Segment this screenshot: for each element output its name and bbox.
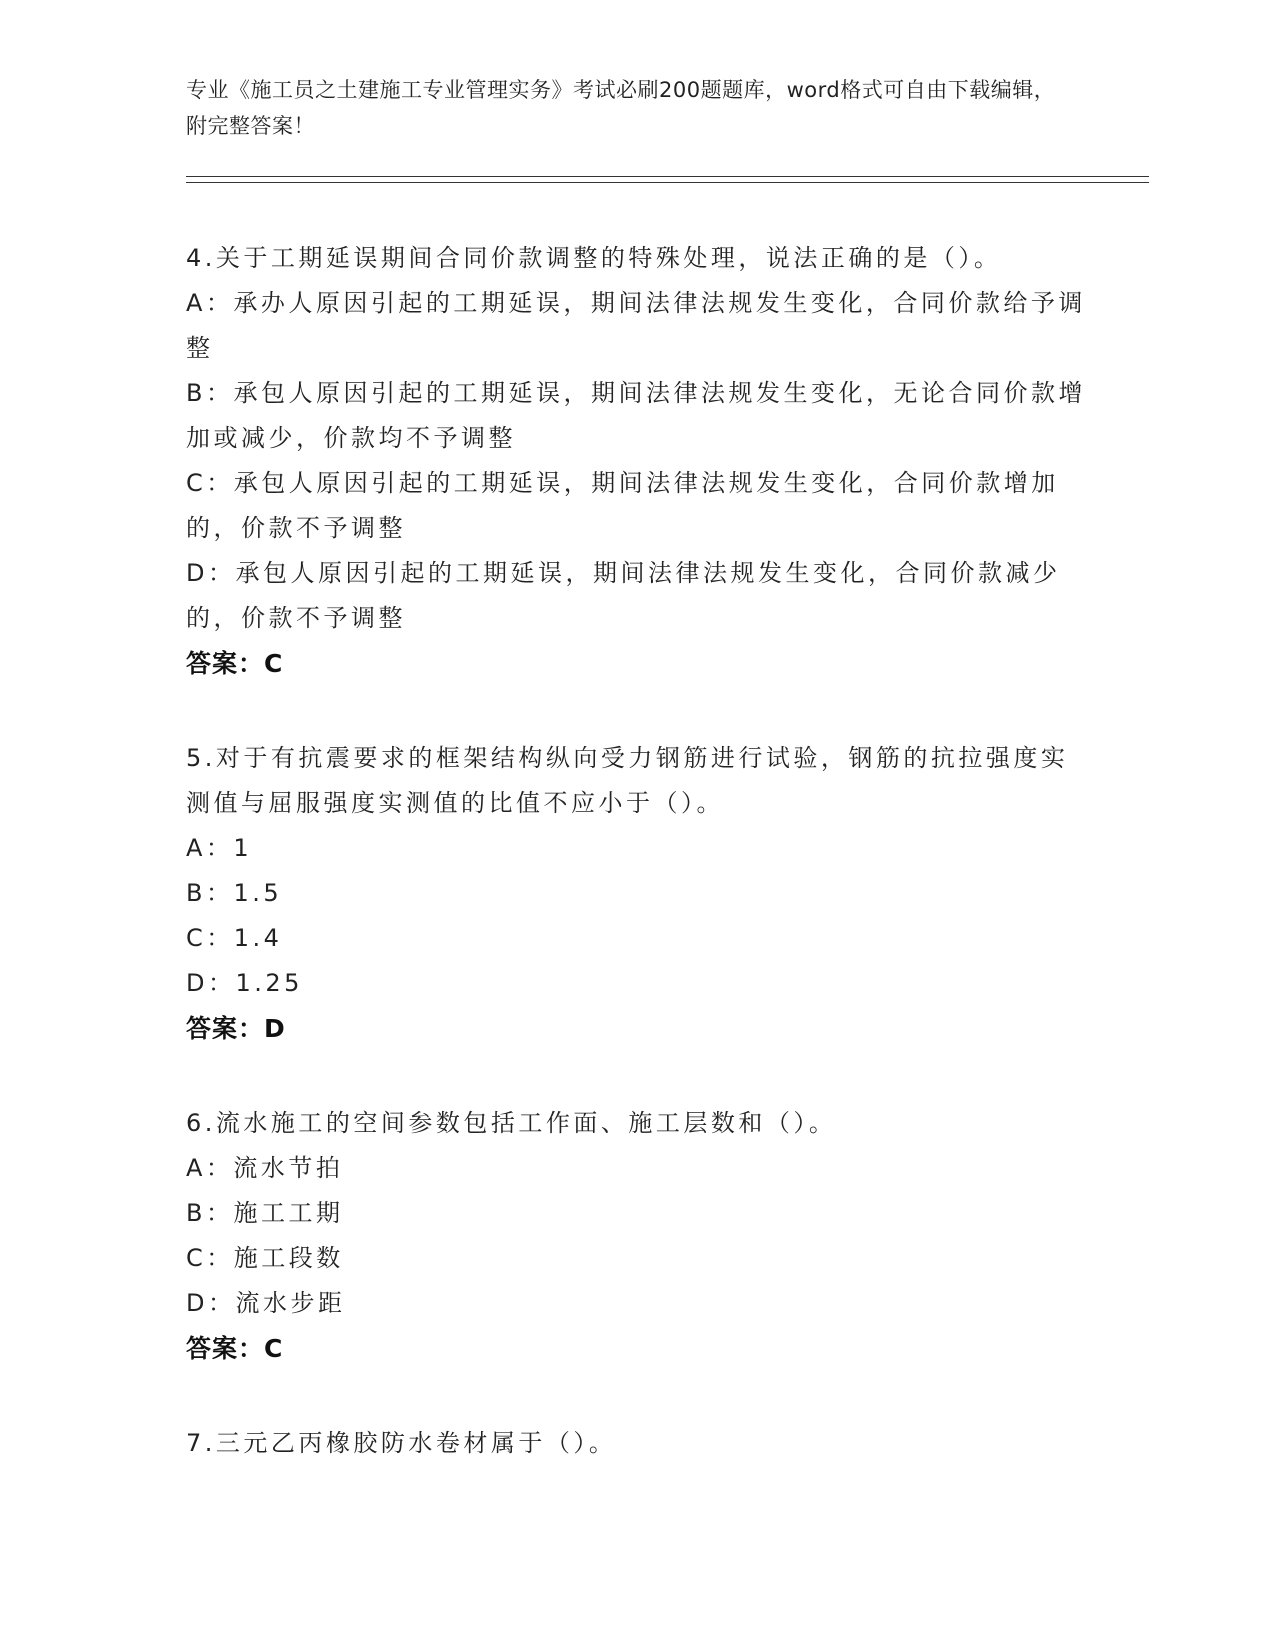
question-7 [186,1421,1086,1466]
option-b: B：承包人原因引起的工期延误，期间法律法规发生变化，无论合同价款增加或减少，价款均不予调整 [186,379,1086,452]
question-list [186,236,1086,1516]
header-divider-bottom [186,182,1149,183]
document-header: 专业《施工员之土建施工专业管理实务》考试必刷200题题库，word格式可自由下载编辑，附完整答案！ [186,78,1056,138]
option-a: A：1 [186,834,253,862]
question-4 [186,236,1086,686]
option-d: D：承包人原因引起的工期延误，期间法律法规发生变化，合同价款减少的，价款不予调整 [186,559,1061,632]
answer-line: 答案：C [186,1334,284,1363]
question-stem: 5.对于有抗震要求的框架结构纵向受力钢筋进行试验，钢筋的抗拉强度实测值与屈服强度实测值的比值不应小于（）。 [186,744,1069,817]
question-stem: 6.流水施工的空间参数包括工作面、施工层数和（）。 [186,1109,837,1137]
option-b: B：1.5 [186,879,283,907]
option-a: A：承办人原因引起的工期延误，期间法律法规发生变化，合同价款给予调整 [186,289,1086,362]
question-6 [186,1101,1086,1371]
option-d: D：流水步距 [186,1289,346,1317]
header-divider-top [186,176,1149,177]
question-5 [186,736,1086,1051]
option-c: C：1.4 [186,924,283,952]
answer-line: 答案：D [186,1014,286,1043]
question-stem: 4.关于工期延误期间合同价款调整的特殊处理，说法正确的是（）。 [186,244,1002,272]
answer-line: 答案：C [186,649,284,678]
option-b: B：施工工期 [186,1199,344,1227]
option-a: A：流水节拍 [186,1154,344,1182]
option-c: C：施工段数 [186,1244,344,1272]
question-stem: 7.三元乙丙橡胶防水卷材属于（）。 [186,1429,617,1457]
option-c: C：承包人原因引起的工期延误，期间法律法规发生变化，合同价款增加的，价款不予调整 [186,469,1059,542]
option-d: D：1.25 [186,969,303,997]
